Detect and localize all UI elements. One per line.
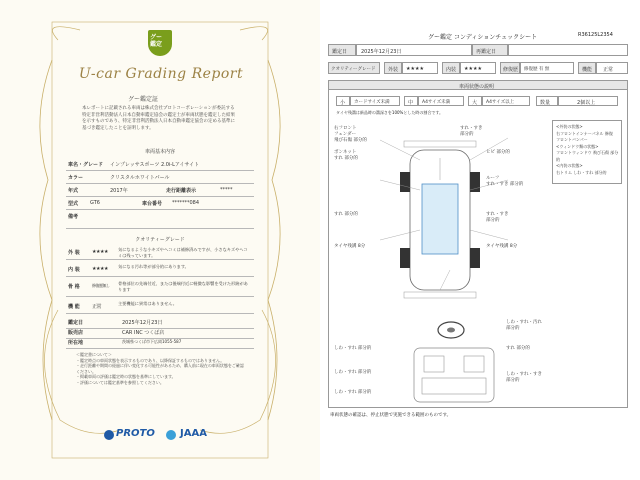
grade-description: 主要機能に異常はありません。 <box>118 301 177 306</box>
label: 機能 <box>582 67 593 73</box>
label-glass: ヒビ 部分的 <box>486 150 510 155</box>
vehicle-year-row <box>66 184 254 197</box>
legend-cell <box>418 96 464 106</box>
notes-title: ＜鑑定書について＞ <box>76 352 112 357</box>
label-rear-quarter: すれ 部分的 <box>334 212 358 217</box>
repair-label-cell <box>500 62 520 74</box>
exterior-label-cell <box>384 62 402 74</box>
grade-value: 正常 <box>92 304 102 310</box>
legend-text: 大 <box>472 100 478 106</box>
value: 2017年 <box>110 188 128 194</box>
value: 茨城県つくば市下広岡1055-587 <box>122 339 182 344</box>
label-right-door: すれ・すき 部分的 <box>486 212 509 223</box>
label: 所在地 <box>68 340 84 346</box>
label: 走行距離表示 <box>166 188 197 194</box>
grade-description: 気になる汚れ等が部分的にあります。 <box>118 264 189 269</box>
grade-stars: ★★★★ <box>92 266 108 272</box>
value: *******084 <box>172 200 200 206</box>
address-row <box>66 336 254 349</box>
value: ★★★★ <box>464 66 482 72</box>
legend-text: 小 <box>340 100 346 106</box>
grade-label: 骨 格 <box>68 284 80 290</box>
quality-label-cell <box>328 62 380 74</box>
note-item: ・掲載車両の評価は鑑定時の状態を基準にしています。 <box>76 374 176 380</box>
legend-cell <box>336 96 350 106</box>
label-interior-1: しわ・すれ 部分的 <box>334 346 372 351</box>
label-right-front-fender: 右フロント フェンダー 飛び石傷 部分的 <box>334 126 367 143</box>
vehicle-remarks-row <box>66 210 254 229</box>
grade-interior-row <box>66 263 254 277</box>
note-item: ・走行距離や期間の経過に伴い変化する可能性があるため、購入前に現在の車両状態をご確認ください。 <box>76 363 244 374</box>
label: 修復歴 <box>503 67 519 73</box>
label-roof: ルーフ すれ・すき 部分的 <box>486 176 524 187</box>
jaaa-brand: JAAA <box>180 428 207 439</box>
note-line: 右トリム しわ・すれ 部分的 <box>556 169 607 175</box>
legend-cell <box>468 96 482 106</box>
sheet-doc-id: R36125L2354 <box>578 32 613 38</box>
vehicle-section-heading: 車両基本内容 <box>144 149 175 155</box>
date-value-cell <box>356 44 472 56</box>
label: 車台番号 <box>142 201 163 207</box>
logo-text: グー 鑑定 <box>150 34 163 48</box>
certificate-subtitle: グー鑑定証 <box>128 96 159 103</box>
certificate-body: 本レポートに記載される車両は株式会社プロトコーポレーションが委託する特定非営利活動法人日本自動車鑑定協会の鑑定士が車両状態を鑑定した結果を示すものであり、特定非営利活動法人日本自動車鑑定協会の定める基準に基づき鑑定したことを証明します。 <box>82 106 235 131</box>
legend-text: 2個以上 <box>577 100 596 106</box>
label: カラー <box>68 175 84 181</box>
sheet-footer: 車両状態の確認は、停止状態で実施できる範囲のものです。 <box>330 413 452 418</box>
value: ***** <box>220 187 233 193</box>
grade-value: 修復歴無し <box>92 283 110 288</box>
grade-description: 骨格部位の先端付近、または後端付近に軽微な影響を受けた形跡があります <box>118 281 248 292</box>
label-interior-3: しわ・すれ 部分的 <box>334 390 372 395</box>
value: クリスタルホワイトパール <box>110 175 170 181</box>
condition-check-sheet <box>320 0 640 480</box>
label: 車名・グレード <box>68 162 104 168</box>
label-interior-2: しわ・すれ 部分的 <box>334 370 372 375</box>
label: 内装 <box>446 67 457 73</box>
grade-function-row <box>66 300 254 314</box>
label: 年式 <box>68 188 79 194</box>
value: ★★★★ <box>406 66 424 72</box>
value: CAR INC つくば店 <box>122 330 165 336</box>
certificate-title: U-car Grading Report <box>78 66 244 82</box>
label: 鑑定日 <box>332 49 348 55</box>
grade-exterior-row <box>66 246 254 260</box>
grade-label: 内 装 <box>68 267 80 273</box>
label: 販売店 <box>68 330 84 336</box>
condition-notes <box>556 124 622 176</box>
repair-value-cell <box>520 62 574 74</box>
steering-wheel-icon <box>436 320 466 340</box>
note-line: <内装の状態> <box>556 163 583 168</box>
grade-label: 外 装 <box>68 250 80 256</box>
grade-description: 気になるような小キズやヘコミは補修済みですが、小さなキズやヘコミは残っています。 <box>118 247 248 258</box>
label: 鑑定日 <box>68 320 84 326</box>
grade-stars: ★★★★ <box>92 249 108 255</box>
section-title-bar <box>328 80 628 90</box>
legend-text: カードサイズ未満 <box>354 100 390 105</box>
legend-cell <box>482 96 530 106</box>
value: GT6 <box>90 200 100 206</box>
leader-lines <box>360 120 560 320</box>
label: クオリティーグレード <box>331 67 376 72</box>
interior-label-cell <box>442 62 460 74</box>
date-label-cell <box>328 44 356 56</box>
function-value-cell <box>596 62 628 74</box>
value: 2025年12月23日 <box>361 49 402 55</box>
vehicle-name-row <box>66 158 254 171</box>
certificate-notes <box>76 352 246 386</box>
value: 正常 <box>603 67 614 73</box>
exterior-stars-cell <box>402 62 438 74</box>
legend-cell <box>350 96 400 106</box>
proto-logo-icon <box>104 430 114 440</box>
legend-cell <box>558 96 618 106</box>
note-item: ・鑑定時点の車両状態を表示するものであり、以降保証するものではありません。 <box>76 357 225 363</box>
legend-cell <box>404 96 418 106</box>
legend-note: タイヤ残溝は新品時の溝深さを100%とした時の割合です。 <box>336 110 444 115</box>
legend-text: A4サイズ未満 <box>422 100 451 105</box>
interior-layout-diagram <box>404 346 504 406</box>
grade-label: 機 能 <box>68 304 80 310</box>
label-interior-4: しわ・すれ・汚れ 部分的 <box>506 320 542 331</box>
legend-text: A4サイズ以上 <box>486 100 515 105</box>
interior-stars-cell <box>460 62 496 74</box>
vehicle-model-row <box>66 197 254 210</box>
function-label-cell <box>578 62 596 74</box>
label-bonnet: ボンネット すれ 部分的 <box>334 150 358 161</box>
quality-section-heading: クオリティーグレード <box>135 237 185 243</box>
label: 再鑑定日 <box>476 49 497 55</box>
label-tire-left: タイヤ残溝 8分 <box>334 244 366 249</box>
grade-frame-row <box>66 280 254 297</box>
note-line: <外装の状態> <box>556 124 583 129</box>
section-title: 車両状態の説明 <box>459 84 495 90</box>
value: 2025年12月23日 <box>122 320 163 326</box>
label-interior-5: すれ 部分的 <box>506 346 530 351</box>
legend-text: 数量 <box>540 100 551 106</box>
redate-value-cell <box>508 44 628 56</box>
jaaa-logo-icon <box>166 430 176 440</box>
sheet-title: グー鑑定 コンディションチェックシート <box>428 34 538 41</box>
proto-brand: PROTO <box>116 428 155 439</box>
label: 型式 <box>68 201 79 207</box>
label-front-bumper: すれ・すき 部分的 <box>460 126 483 137</box>
note-line: 右フロントインナーパネル 修復 <box>556 130 613 136</box>
note-item: ・評価については鑑定基準を参照してください。 <box>76 379 164 385</box>
legend-cell <box>536 96 558 106</box>
note-line: フロントウィンドウ 飛び石傷 部分的 <box>556 150 619 162</box>
vehicle-color-row <box>66 171 254 184</box>
label: 外装 <box>388 67 399 73</box>
label-interior-6: しわ・すれ・すき 部分的 <box>506 372 542 383</box>
redate-label-cell <box>472 44 508 56</box>
value: 修復歴 有 無 <box>524 67 550 72</box>
legend-text: 中 <box>408 100 414 106</box>
note-line: フロントバンパー <box>556 137 588 142</box>
value: インプレッサスポーツ 2.0i-Lアイサイト <box>110 162 200 168</box>
note-line: <ウィンドウ類の状態> <box>556 143 599 149</box>
label-tire-right: タイヤ残溝 8分 <box>486 244 518 249</box>
label: 備考 <box>68 214 79 220</box>
